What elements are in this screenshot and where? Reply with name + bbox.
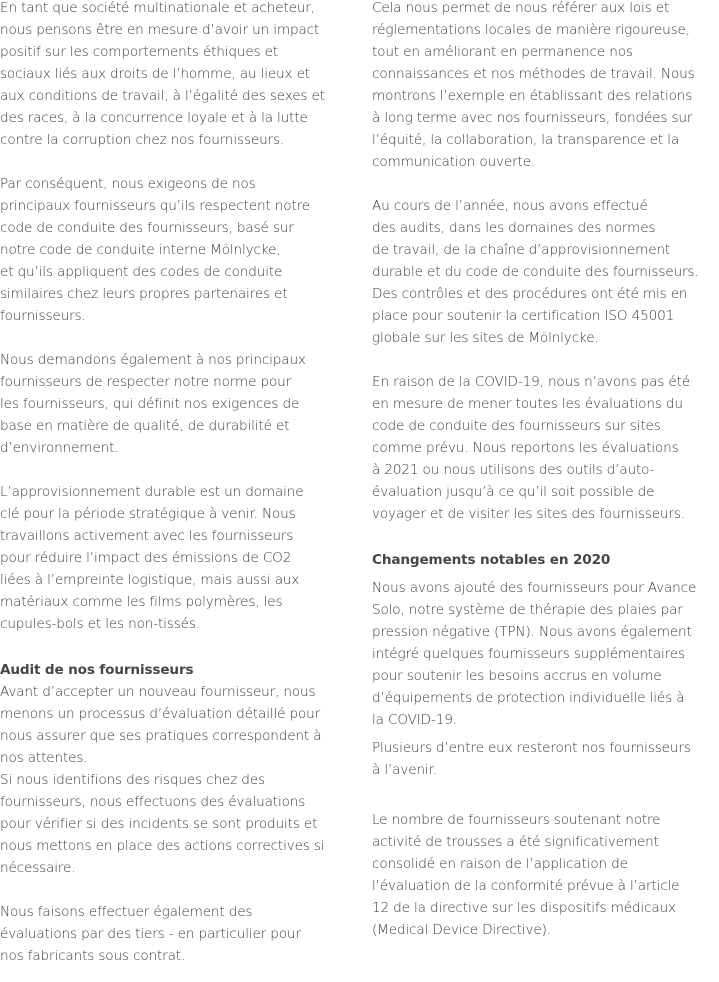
text-line: matériaux comme les films polymères, les bbox=[0, 594, 283, 610]
text-line: En raison de la COVID-19, nous n’avons pas été bbox=[372, 374, 690, 390]
text-line: place pour soutenir la certification ISO 45001 bbox=[372, 308, 675, 324]
text-line: menons un processus d’évaluation détaillé pour bbox=[0, 706, 321, 722]
text-line: consolidé en raison de l’application de bbox=[372, 856, 628, 872]
text-line: code de conduite des fournisseurs sur sites bbox=[372, 418, 661, 434]
text-line: similaires chez leurs propres partenaires et bbox=[0, 286, 288, 302]
text-line: montrons l’exemple en établissant des relations bbox=[372, 88, 693, 104]
text-line: Au cours de l’année, nous avons effectué bbox=[372, 198, 648, 214]
text-line: à 2021 ou nous utilisons des outils d’auto- bbox=[372, 462, 655, 478]
text-line: contre la corruption chez nos fournisseurs. bbox=[0, 132, 285, 148]
text-line: et qu’ils appliquent des codes de conduite bbox=[0, 264, 283, 280]
text-line: les fournisseurs, qui définit nos exigences de bbox=[0, 396, 300, 412]
text-line: à l’avenir. bbox=[372, 762, 437, 778]
text-line: L’approvisionnement durable est un domaine bbox=[0, 484, 304, 500]
text-line: des races, à la concurrence loyale et à la lutte bbox=[0, 110, 308, 126]
text-line: Le nombre de fournisseurs soutenant notre bbox=[372, 812, 661, 828]
text-line: En tant que société multinationale et acheteur, bbox=[0, 0, 315, 16]
section-heading-audit: Audit de nos fournisseurs bbox=[0, 662, 194, 678]
text-line: code de conduite des fournisseurs, basé sur bbox=[0, 220, 294, 236]
text-line: principaux fournisseurs qu’ils respectent notre bbox=[0, 198, 310, 214]
text-line: Nous faisons effectuer également des bbox=[0, 904, 253, 920]
text-line: Nous demandons également à nos principaux bbox=[0, 352, 306, 368]
text-line: Solo, notre système de thérapie des plaies par bbox=[372, 602, 683, 618]
text-line: nous mettons en place des actions correctives si bbox=[0, 838, 325, 854]
text-line: d’environnement. bbox=[0, 440, 119, 456]
text-line: pression négative (TPN). Nous avons également bbox=[372, 624, 692, 640]
text-line: Cela nous permet de nous référer aux lois et bbox=[372, 0, 670, 16]
text-line: liées à l’empreinte logistique, mais aussi aux bbox=[0, 572, 300, 588]
text-line: voyager et de visiter les sites des fournisseurs. bbox=[372, 506, 685, 522]
text-line: cupules-bols et les non-tissés. bbox=[0, 616, 200, 632]
text-line: évaluation jusqu’à ce qu’il soit possible de bbox=[372, 484, 655, 500]
text-line: connaissances et nos méthodes de travail. Nous bbox=[372, 66, 695, 82]
text-line: fournisseurs, nous effectuons des évaluations bbox=[0, 794, 306, 810]
text-line: communication ouverte. bbox=[372, 154, 536, 170]
text-line: Plusieurs d’entre eux resteront nos fournisseurs bbox=[372, 740, 691, 756]
text-line: évaluations par des tiers - en particulier pour bbox=[0, 926, 301, 942]
text-line: Des contrôles et des procédures ont été mis en bbox=[372, 286, 688, 302]
text-line: de travail, de la chaîne d’approvisionnement bbox=[372, 242, 671, 258]
text-line: durable et du code de conduite des fournisseurs. bbox=[372, 264, 699, 280]
text-line: des audits, dans les domaines des normes bbox=[372, 220, 656, 236]
text-line: globale sur les sites de Mölnlycke. bbox=[372, 330, 599, 346]
text-line: Par conséquent, nous exigeons de nos bbox=[0, 176, 256, 192]
text-line: réglementations locales de manière rigoureuse, bbox=[372, 22, 690, 38]
text-line: la COVID-19. bbox=[372, 712, 457, 728]
text-line: (Medical Device Directive). bbox=[372, 922, 551, 938]
text-line: Nous avons ajouté des fournisseurs pour Avance bbox=[372, 580, 697, 596]
text-line: comme prévu. Nous reportons les évaluations bbox=[372, 440, 679, 456]
text-line: activité de trousses a été significativement bbox=[372, 834, 659, 850]
text-line: Avant d’accepter un nouveau fournisseur, nous bbox=[0, 684, 316, 700]
text-line: l’équité, la collaboration, la transparence et la bbox=[372, 132, 679, 148]
text-line: d’équipements de protection individuelle liés à bbox=[372, 690, 685, 706]
text-line: nécessaire. bbox=[0, 860, 76, 876]
text-line: nos attentes. bbox=[0, 750, 88, 766]
text-line: base en matière de qualité, de durabilité et bbox=[0, 418, 290, 434]
text-line: 12 de la directive sur les dispositifs médicaux bbox=[372, 900, 676, 916]
text-line: tout en améliorant en permanence nos bbox=[372, 44, 633, 60]
text-line: nous pensons être en mesure d’avoir un impact bbox=[0, 22, 320, 38]
text-line: nous assurer que ses pratiques correspondent à bbox=[0, 728, 322, 744]
text-line: fournisseurs. bbox=[0, 308, 86, 324]
text-line: aux conditions de travail, à l’égalité des sexes et bbox=[0, 88, 325, 104]
text-line: travaillons activement avec les fournisseurs bbox=[0, 528, 294, 544]
text-line: sociaux liés aux droits de l’homme, au lieux et bbox=[0, 66, 310, 82]
text-line: fournisseurs de respecter notre norme pour bbox=[0, 374, 292, 390]
text-line: pour vérifier si des incidents se sont produits et bbox=[0, 816, 318, 832]
text-line: positif sur les comportements éthiques et bbox=[0, 44, 279, 60]
text-line: nos fabricants sous contrat. bbox=[0, 948, 186, 964]
text-line: en mesure de mener toutes les évaluations du bbox=[372, 396, 683, 412]
text-line: intégré quelques fournisseurs supplémentaires bbox=[372, 646, 685, 662]
text-line: clé pour la période stratégique à venir. Nous bbox=[0, 506, 296, 522]
text-line: Si nous identifions des risques chez des bbox=[0, 772, 265, 788]
text-line: pour soutenir les besoins accrus en volume bbox=[372, 668, 662, 684]
text-line: notre code de conduite interne Mölnlycke, bbox=[0, 242, 281, 258]
text-line: à long terme avec nos fournisseurs, fondées sur bbox=[372, 110, 693, 126]
text-line: l’évaluation de la conformité prévue à l’article bbox=[372, 878, 680, 894]
section-heading-changes: Changements notables en 2020 bbox=[372, 552, 611, 568]
text-line: pour réduire l’impact des émissions de CO2 bbox=[0, 550, 292, 566]
